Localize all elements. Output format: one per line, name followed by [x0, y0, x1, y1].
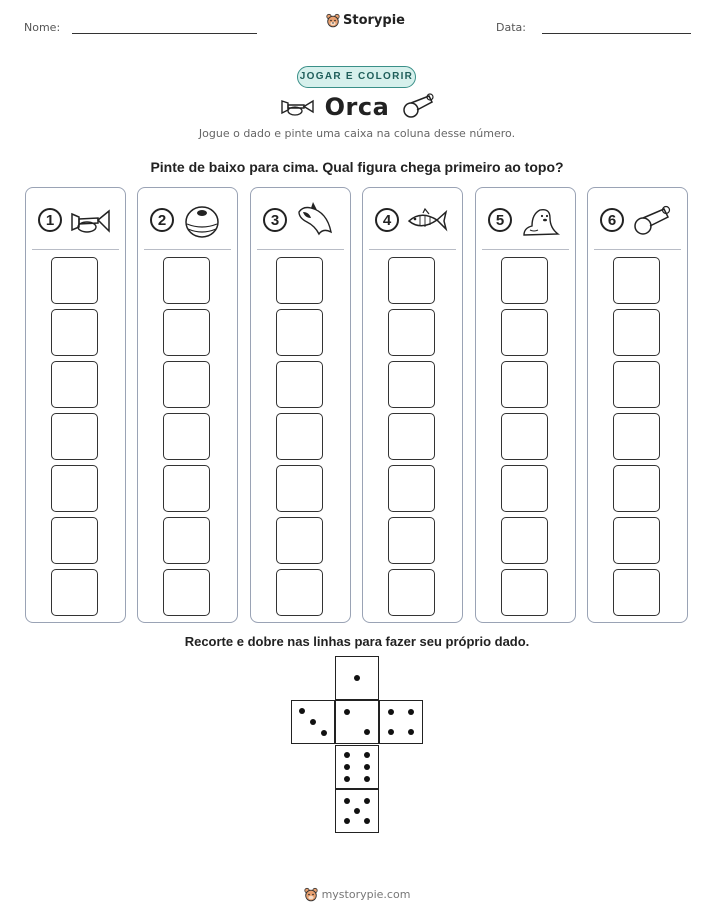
- dice-pip: [354, 808, 360, 814]
- dice-face-1: [335, 656, 379, 700]
- color-box[interactable]: [163, 257, 210, 304]
- column-number: 6: [600, 208, 624, 232]
- color-box[interactable]: [51, 517, 98, 564]
- dice-pip: [354, 675, 360, 681]
- color-box[interactable]: [163, 465, 210, 512]
- color-box[interactable]: [613, 569, 660, 616]
- dice-pip: [388, 729, 394, 735]
- color-box[interactable]: [388, 517, 435, 564]
- color-box[interactable]: [613, 309, 660, 356]
- ball-icon: [180, 202, 224, 240]
- footer-link[interactable]: mystorypie.com: [321, 888, 411, 901]
- instruction: Pinte de baixo para cima. Qual figura chega primeiro ao topo?: [150, 159, 564, 175]
- name-line[interactable]: [72, 33, 257, 34]
- column-1: [25, 187, 126, 623]
- fish-icon: [405, 202, 449, 240]
- color-box[interactable]: [501, 257, 548, 304]
- page-title: Orca: [324, 93, 390, 121]
- date-line[interactable]: [542, 33, 691, 34]
- column-6: [587, 187, 688, 623]
- dice-pip: [364, 764, 370, 770]
- color-box[interactable]: [613, 465, 660, 512]
- dice-face-2: [335, 700, 379, 744]
- dice-instruction: Recorte e dobre nas linhas para fazer seu próprio dado.: [184, 634, 530, 649]
- orca-icon: [293, 202, 337, 240]
- dice-pip: [321, 730, 327, 736]
- color-box[interactable]: [613, 257, 660, 304]
- dice-face-5: [335, 789, 379, 833]
- column-number: 1: [38, 208, 62, 232]
- dice-pip: [364, 818, 370, 824]
- color-box[interactable]: [388, 309, 435, 356]
- dice-pip: [344, 798, 350, 804]
- dice-pip: [344, 752, 350, 758]
- dice-pip: [344, 818, 350, 824]
- color-box[interactable]: [51, 257, 98, 304]
- column-5: [475, 187, 576, 623]
- column-divider: [482, 249, 569, 250]
- column-3: [250, 187, 351, 623]
- dice-face-6: [335, 745, 379, 789]
- activity-badge: JOGAR E COLORIR: [297, 66, 416, 88]
- dice-pip: [364, 776, 370, 782]
- subtitle: Jogue o dado e pinte uma caixa na coluna desse número.: [198, 127, 516, 140]
- column-2: [137, 187, 238, 623]
- color-box[interactable]: [276, 257, 323, 304]
- color-box[interactable]: [51, 361, 98, 408]
- color-box[interactable]: [613, 361, 660, 408]
- dice-pip: [408, 709, 414, 715]
- color-box[interactable]: [276, 413, 323, 460]
- dice-pip: [408, 729, 414, 735]
- color-box[interactable]: [388, 413, 435, 460]
- bear-face-icon: [326, 13, 340, 28]
- dice-pip: [344, 709, 350, 715]
- color-box[interactable]: [51, 413, 98, 460]
- color-box[interactable]: [388, 361, 435, 408]
- color-box[interactable]: [163, 413, 210, 460]
- color-box[interactable]: [613, 517, 660, 564]
- dice-pip: [299, 708, 305, 714]
- color-box[interactable]: [163, 517, 210, 564]
- dice-pip: [364, 798, 370, 804]
- dice-face-3: [291, 700, 335, 744]
- dice-pip: [344, 776, 350, 782]
- color-box[interactable]: [501, 361, 548, 408]
- color-box[interactable]: [388, 257, 435, 304]
- dice-pip: [388, 709, 394, 715]
- name-label: Nome:: [24, 21, 61, 34]
- column-number: 5: [488, 208, 512, 232]
- column-number: 3: [263, 208, 287, 232]
- dice-pip: [344, 764, 350, 770]
- color-box[interactable]: [276, 465, 323, 512]
- color-box[interactable]: [163, 309, 210, 356]
- trumpet-icon: [68, 202, 112, 240]
- color-box[interactable]: [51, 569, 98, 616]
- color-box[interactable]: [388, 465, 435, 512]
- dice-pip: [364, 752, 370, 758]
- column-divider: [594, 249, 681, 250]
- bear-face-icon: [304, 887, 318, 902]
- column-divider: [257, 249, 344, 250]
- dice-face-4: [379, 700, 423, 744]
- color-box[interactable]: [276, 517, 323, 564]
- color-box[interactable]: [276, 569, 323, 616]
- color-box[interactable]: [276, 361, 323, 408]
- brand-name: Storypie: [343, 13, 405, 28]
- color-box[interactable]: [501, 569, 548, 616]
- column-divider: [32, 249, 119, 250]
- dice-pip: [364, 729, 370, 735]
- date-label: Data:: [496, 21, 526, 34]
- whistle-icon: [400, 92, 436, 120]
- dice-pip: [310, 719, 316, 725]
- footer: [0, 887, 714, 902]
- brand-logo: [326, 13, 405, 28]
- color-box[interactable]: [501, 517, 548, 564]
- column-divider: [144, 249, 231, 250]
- column-number: 4: [375, 208, 399, 232]
- seal-icon: [518, 202, 562, 240]
- column-4: [362, 187, 463, 623]
- color-box[interactable]: [163, 361, 210, 408]
- color-box[interactable]: [613, 413, 660, 460]
- color-box[interactable]: [501, 413, 548, 460]
- color-box[interactable]: [51, 465, 98, 512]
- color-box[interactable]: [276, 309, 323, 356]
- color-box[interactable]: [163, 569, 210, 616]
- whistle-icon: [630, 202, 674, 240]
- color-box[interactable]: [501, 309, 548, 356]
- color-box[interactable]: [388, 569, 435, 616]
- color-box[interactable]: [51, 309, 98, 356]
- column-divider: [369, 249, 456, 250]
- color-box[interactable]: [501, 465, 548, 512]
- column-number: 2: [150, 208, 174, 232]
